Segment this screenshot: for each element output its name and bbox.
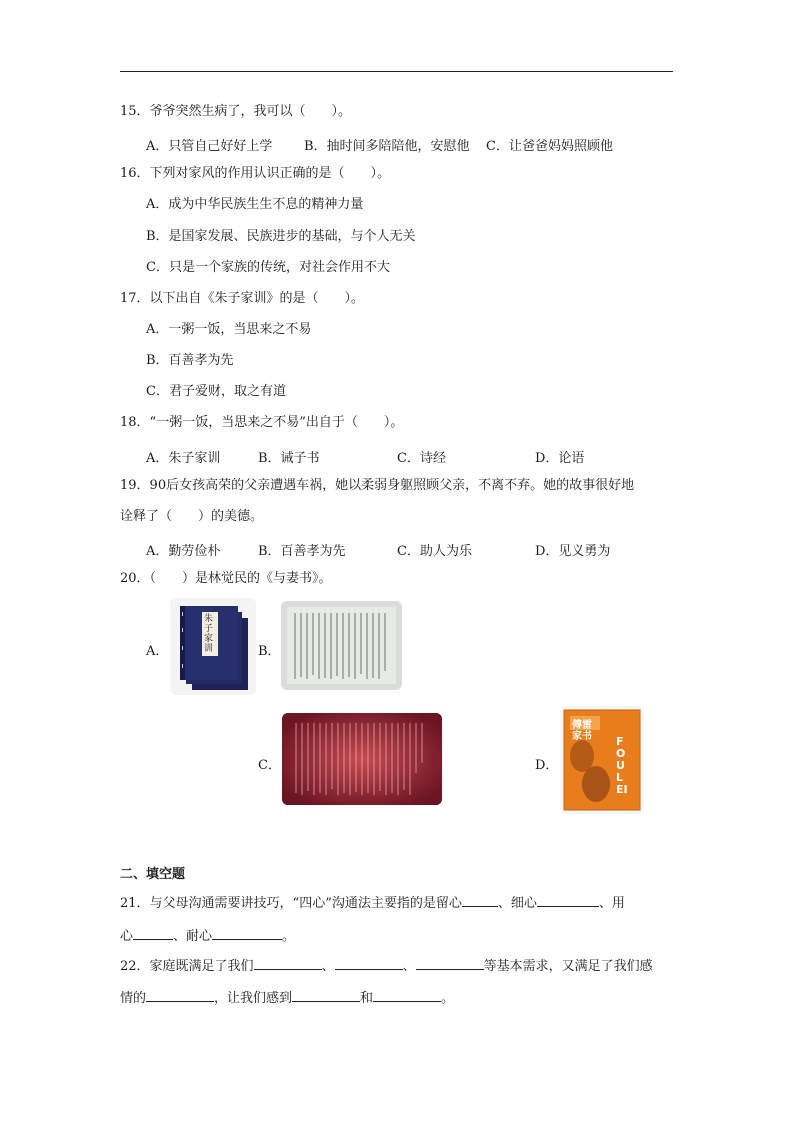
question-18-option-c: C．诗经: [397, 451, 446, 466]
question-16-stem: 16．下列对家风的作用认识正确的是（ ）。: [120, 166, 391, 181]
header-rule: [120, 71, 673, 72]
question-19-option-a: A．勤劳俭朴: [146, 544, 221, 559]
question-19-option-b: B．百善孝为先: [258, 544, 346, 559]
question-17-option-c: C．君子爱财，取之有道: [146, 384, 286, 399]
question-16-option-b: B．是国家发展、民族进步的基础，与个人无关: [146, 229, 416, 244]
question-15-stem: 15．爷爷突然生病了，我可以（ ）。: [120, 104, 352, 119]
question-18-option-b: B．诫子书: [258, 451, 320, 466]
question-17-stem: 17．以下出自《朱子家训》的是（ ）。: [120, 291, 365, 306]
question-20-image-d: [560, 706, 644, 814]
section-2-heading: 二、填空题: [120, 867, 186, 882]
question-20-label-c: C．: [258, 758, 281, 773]
question-18-option-a: A．朱子家训: [146, 451, 221, 466]
question-19-stem-line1: 19．90后女孩高荣的父亲遭遇车祸，她以柔弱身躯照顾父亲，不离不弃。她的故事很好地: [120, 478, 635, 493]
q21-text-4: 心: [120, 929, 134, 944]
question-16-option-a: A．成为中华民族生生不息的精神力量: [146, 197, 364, 212]
book-d-title: 傅雷家书: [572, 720, 592, 742]
book-d-subtitle: FOU LEI: [616, 735, 628, 796]
q22-text-5: 情的: [120, 991, 147, 1006]
question-15-option-c: C．让爸爸妈妈照顾他: [486, 139, 613, 154]
q22-blank-4: [146, 989, 214, 1002]
q21-blank-1: [462, 894, 498, 907]
question-21-line2: [120, 927, 295, 945]
question-22-line1: [120, 957, 653, 975]
q22-blank-1: [254, 957, 322, 970]
question-17-option-b: B．百善孝为先: [146, 353, 234, 368]
q21-blank-4: [212, 927, 282, 940]
question-20-image-b: [281, 601, 402, 690]
question-19-option-d: D．见义勇为: [535, 544, 611, 559]
question-20-label-a: A．: [146, 644, 169, 659]
q22-text-2: 、: [321, 959, 335, 974]
question-22-line2: [120, 989, 454, 1007]
question-19-option-c: C．助人为乐: [397, 544, 472, 559]
question-20-image-c: [282, 713, 442, 805]
q22-text-7: 和: [360, 991, 374, 1006]
question-18-option-d: D．论语: [535, 451, 585, 466]
question-15-option-b: B．抽时间多陪陪他，安慰他: [304, 139, 470, 154]
q22-blank-3: [416, 957, 484, 970]
question-17-option-a: A．一粥一饭，当思来之不易: [146, 322, 312, 337]
question-20-stem: 20．（ ）是林觉民的《与妻书》。: [120, 571, 332, 586]
q22-blank-6: [373, 989, 441, 1002]
q21-blank-3: [133, 927, 173, 940]
q21-blank-2: [537, 894, 599, 907]
question-20-label-b: B．: [258, 644, 281, 659]
q21-text-5: 、耐心: [173, 929, 213, 944]
question-16-option-c: C．只是一个家族的传统，对社会作用不大: [146, 260, 390, 275]
q22-text-4: 等基本需求，又满足了我们感: [483, 959, 653, 974]
q21-text-6: 。: [282, 929, 296, 944]
question-20-image-a: [170, 598, 256, 695]
q21-text-1: 21．与父母沟通需要讲技巧，“四心”沟通法主要指的是留心: [120, 896, 462, 911]
q22-blank-5: [292, 989, 360, 1002]
q22-blank-2: [335, 957, 403, 970]
q21-text-3: 、用: [598, 896, 625, 911]
q22-text-1: 22．家庭既满足了我们: [120, 959, 254, 974]
q22-text-3: 、: [402, 959, 416, 974]
question-15-option-a: A．只管自己好好上学: [146, 139, 273, 154]
question-18-stem: 18．“一粥一饭，当思来之不易”出自于（ ）。: [120, 415, 404, 430]
question-20-label-d: D．: [535, 758, 559, 773]
q21-text-2: 、细心: [497, 896, 537, 911]
q22-text-8: 。: [441, 991, 455, 1006]
question-19-stem-line2: 诠释了（ ）的美德。: [120, 509, 264, 524]
q22-text-6: ，让我们感到: [214, 991, 293, 1006]
question-21-line1: [120, 894, 625, 912]
book-a-title: 朱子家训: [204, 614, 214, 654]
